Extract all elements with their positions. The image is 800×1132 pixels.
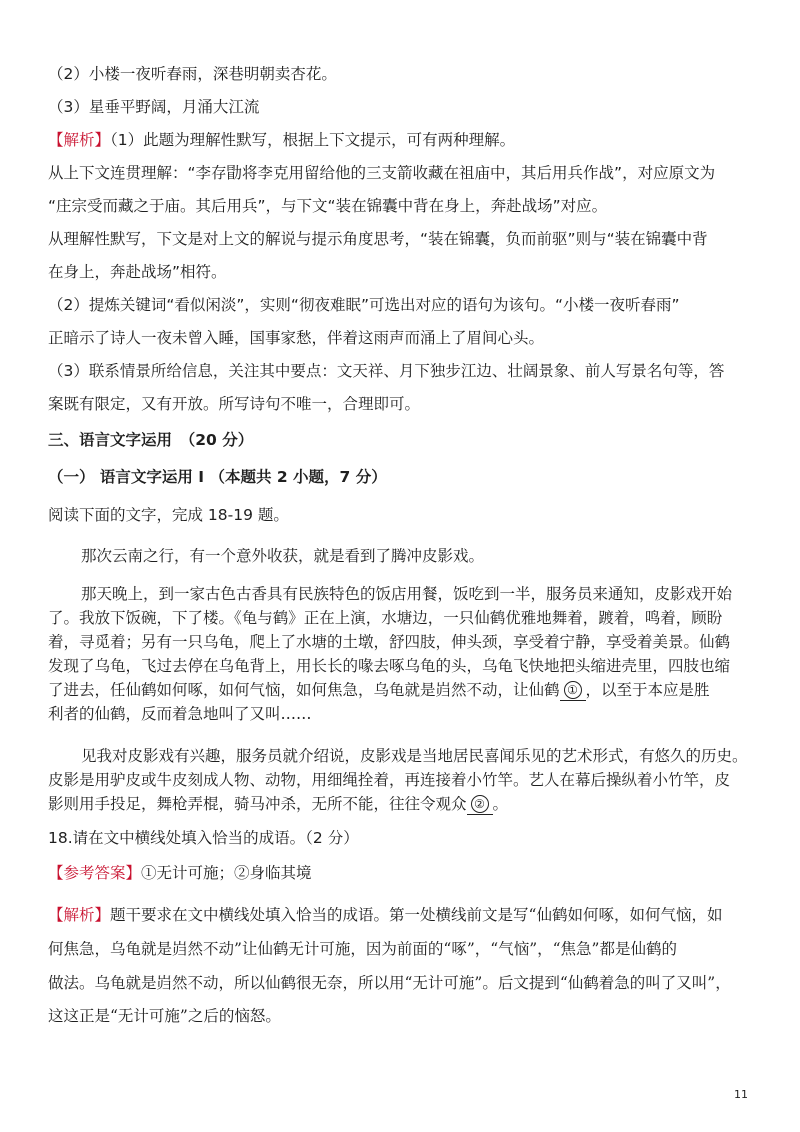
reference-answer-tag: 【参考答案】 <box>48 864 142 882</box>
passage-p2-line-5-post: ，以至于本应是胜 <box>585 681 710 699</box>
analysis-text-8: 案既有限定，又有开放。所写诗句不唯一，合理即可。 <box>48 395 421 413</box>
answer-line-2: （2）小楼一夜听春雨，深巷明朝卖杏花。 <box>48 65 337 83</box>
passage-p2-line-3: 着，寻觅着；另有一只乌龟，爬上了水塘的土墩，舒四肢，伸头颈，享受着宁静，享受着美景。仙鹤 <box>48 633 731 651</box>
passage-p3-line-3-pre: 影则用手投足，舞枪弄棍，骑马冲杀，无所不能，往往令观众 <box>48 795 467 813</box>
explanation-line-3: 做法。乌龟就是岿然不动，所以仙鹤很无奈，所以用“无计可施”。后文提到“仙鹤着急的叫了又叫”， <box>48 974 731 992</box>
explanation-line-1 <box>48 905 760 925</box>
blank-1-number: ① <box>564 681 582 699</box>
blank-2 <box>467 794 493 815</box>
analysis-text-4: 在身上，奔赴战场”相符。 <box>48 263 227 281</box>
reference-answer-text: ①无计可施；②身临其境 <box>141 864 312 882</box>
passage-p3-line-1: 见我对皮影戏有兴趣，服务员就介绍说，皮影戏是当地居民喜闻乐见的艺术形式，有悠久的历史。 <box>81 747 748 765</box>
analysis-intro: （1）此题为理解性默写，根据上下文提示，可有两种理解。 <box>110 131 516 149</box>
passage-p3-line-3-post: 。 <box>492 795 509 813</box>
passage-p3-line-2: 皮影是用驴皮或牛皮刻成人物、动物，用细绳拴着，再连接着小竹竿。艺人在幕后操纵着小竹竿，皮 <box>48 771 731 789</box>
analysis-text-5: （2）提炼关键词“看似闲淡”，实则“彻夜难眠”可选出对应的语句为该句。“小楼一夜听春雨” <box>48 296 680 314</box>
question-18: 18.请在文中横线处填入恰当的成语。（2 分） <box>48 829 359 847</box>
passage-p2-line-1: 那天晚上，到一家古色古香具有民族特色的饭店用餐，饭吃到一半，服务员来通知，皮影戏开始 <box>81 585 733 603</box>
analysis-line <box>48 130 760 150</box>
passage-p2-line-4: 发现了乌龟，飞过去停在乌龟背上，用长长的喙去啄乌龟的头，乌龟飞快地把头缩进壳里，四肢也缩 <box>48 657 731 675</box>
analysis-text-2: “庄宗受而藏之于庙。其后用兵”，与下文“装在锦囊中背在身上，奔赴战场”对应。 <box>48 197 608 215</box>
reference-answer <box>48 863 760 883</box>
blank-1 <box>560 680 586 701</box>
passage-p2-line-6: 利者的仙鹤，反而着急地叫了又叫…… <box>48 705 312 723</box>
passage-p2-line-2: 了。我放下饭碗，下了楼。《龟与鹤》正在上演，水塘边，一只仙鹤优雅地舞着，踱着，鸣着，顾盼 <box>48 609 723 627</box>
explanation-line-2: 何焦急，乌龟就是岿然不动”让仙鹤无计可施，因为前面的“啄”，“气恼”，“焦急”都是仙鹤的 <box>48 940 677 958</box>
subsection-heading: （一） 语言文字运用 I （本题共 2 小题，7 分） <box>48 468 387 486</box>
analysis-text-7: （3）联系情景所给信息，关注其中要点：文天祥、月下独步江边、壮阔景象、前人写景名句等，答 <box>48 362 725 380</box>
answer-line-3: （3）星垂平野阔，月涌大江流 <box>48 98 260 116</box>
explanation-tag: 【解析】 <box>48 906 111 924</box>
analysis-text-6: 正暗示了诗人一夜未曾入睡，国事家愁，伴着这雨声而涌上了眉间心头。 <box>48 329 545 347</box>
explanation-line-1-text: 题干要求在文中横线处填入恰当的成语。第一处横线前文是写“仙鹤如何啄，如何气恼，如 <box>110 906 723 924</box>
passage-p2-line-5-pre: 了进去，任仙鹤如何啄，如何气恼，如何焦急，乌龟就是岿然不动，让仙鹤 <box>48 681 560 699</box>
explanation-line-4: 这这正是“无计可施”之后的恼怒。 <box>48 1007 281 1025</box>
reading-instruction: 阅读下面的文字，完成 18-19 题。 <box>48 506 289 524</box>
analysis-text-3: 从理解性默写，下文是对上文的解说与提示角度思考，“装在锦囊，负而前驱”则与“装在锦囊中背 <box>48 230 708 248</box>
passage-p3-line-3 <box>48 794 760 815</box>
analysis-tag: 【解析】 <box>48 131 111 149</box>
passage-p2-line-5 <box>48 680 760 701</box>
passage-paragraph-1: 那次云南之行，有一个意外收获，就是看到了腾冲皮影戏。 <box>81 547 485 565</box>
blank-2-number: ② <box>471 795 489 813</box>
analysis-text-1: 从上下文连贯理解：“李存勖将李克用留给他的三支箭收藏在祖庙中，其后用兵作战”，对应原文为 <box>48 164 716 182</box>
section-heading: 三、语言文字运用 （20 分） <box>48 431 254 449</box>
page-number: 11 <box>734 1088 748 1101</box>
